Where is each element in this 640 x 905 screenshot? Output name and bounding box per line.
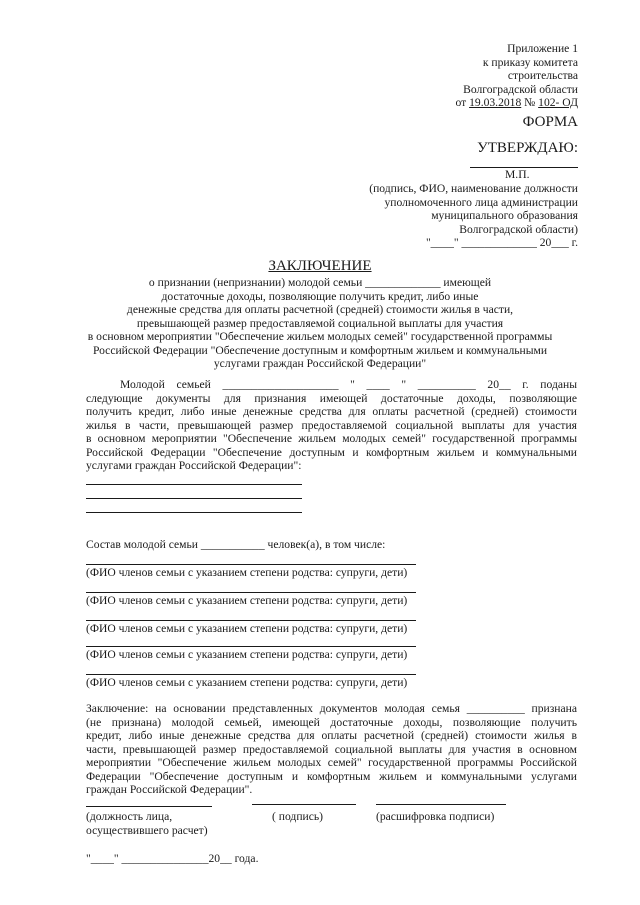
family-member-line bbox=[86, 592, 416, 593]
family-member-line bbox=[86, 620, 416, 621]
conclusion-paragraph: Заключение: на основании представленных документов молодая семья __________ признана (не признана) молодой семьей, имеющей достаточные доходы, позволяющие получить кредит, либо иные денежные средства для оплаты расчетной (средней) стоимости жилья в части, превышающей размер предоставляемой социальной выплаты для участия в основном мероприятии "Обеспечение жильем молодых семей" государственной программы Российской Федерации "Обеспечение доступным и комфортным жильем и коммунальными услугами граждан Российской Федерации". bbox=[86, 702, 577, 796]
document-line bbox=[86, 484, 302, 485]
ministry-label: строительства bbox=[507, 69, 578, 82]
signature-line bbox=[252, 804, 356, 805]
form-label: ФОРМА bbox=[522, 114, 578, 130]
order-label: к приказу комитета bbox=[482, 55, 578, 69]
decoding-caption: (расшифровка подписи) bbox=[376, 810, 495, 823]
appendix-label: Приложение 1 bbox=[507, 42, 578, 55]
position-line bbox=[86, 806, 212, 807]
family-member-line bbox=[86, 674, 416, 675]
document-line bbox=[86, 498, 302, 499]
conclusion-subtitle: о признании (непризнании) молодой семьи _____________ имеющей достаточные доходы, позволяющие получить кредит, либо иные денежные средства для оплаты расчетной (средней) стоимости жилья в части, превышающей размер предоставляемой социальной выплаты для участия в основном мероприятии "Обеспечение жильем молодых семей" государственной программы Российской Федерации "Обеспечение доступным и комфортным жильем и коммунальными услугами граждан Российской Федерации" bbox=[87, 276, 553, 370]
family-member-hint: (ФИО членов семьи с указанием степени родства: супруги, дети) bbox=[86, 648, 408, 661]
order-date: 19.03.2018 bbox=[469, 96, 522, 109]
order-reference bbox=[358, 42, 578, 110]
approval-date: "____" _____________ 20___ г. bbox=[425, 236, 578, 249]
approve-title: УТВЕРЖДАЮ: bbox=[477, 140, 578, 156]
documents-paragraph: Молодой семьей ____________________ " ____ " __________ 20__ г. поданы следующие документы для признания имеющей достаточные доходы, позволяющие получить кредит, либо иные денежные средства для оплаты расчетной (средней) стоимости жилья в части, превышающей размер предоставляемой социальной выплаты для участия в основном мероприятии "Обеспечение жильем молодых семей" государственной программы Российской Федерации "Обеспечение доступным и комфортным жильем и коммунальными услугами граждан Российской Федерации": bbox=[86, 378, 577, 472]
family-member-hint: (ФИО членов семьи с указанием степени родства: супруги, дети) bbox=[86, 566, 408, 579]
order-number: 102- ОД bbox=[538, 96, 578, 109]
seal-label: М.П. bbox=[505, 168, 530, 181]
document-line bbox=[86, 512, 302, 513]
order-date-number: от 19.03.2018 № 102- ОД bbox=[455, 96, 578, 109]
approval-caption: (подпись, ФИО, наименование должности уполномоченного лица администрации муниципального образования Волгоградской области) "____" _____________ 20___ г. bbox=[278, 182, 578, 250]
signature-caption: ( подпись) bbox=[272, 810, 324, 823]
region-label: Волгоградской области bbox=[463, 82, 578, 96]
decoding-line bbox=[376, 804, 506, 805]
family-member-hint: (ФИО членов семьи с указанием степени родства: супруги, дети) bbox=[86, 676, 408, 689]
position-caption: (должность лица, осуществившего расчет) bbox=[86, 810, 208, 837]
approval-block bbox=[248, 142, 578, 156]
family-member-line bbox=[86, 646, 416, 647]
family-composition: Состав молодой семьи ___________ человек(а), в том числе: bbox=[86, 538, 386, 551]
family-member-line bbox=[86, 564, 416, 565]
family-member-hint: (ФИО членов семьи с указанием степени родства: супруги, дети) bbox=[86, 594, 408, 607]
conclusion-title: ЗАКЛЮЧЕНИЕ bbox=[268, 258, 372, 274]
footer-date: "____" _______________20__ года. bbox=[86, 852, 259, 865]
family-member-hint: (ФИО членов семьи с указанием степени родства: супруги, дети) bbox=[86, 622, 408, 635]
